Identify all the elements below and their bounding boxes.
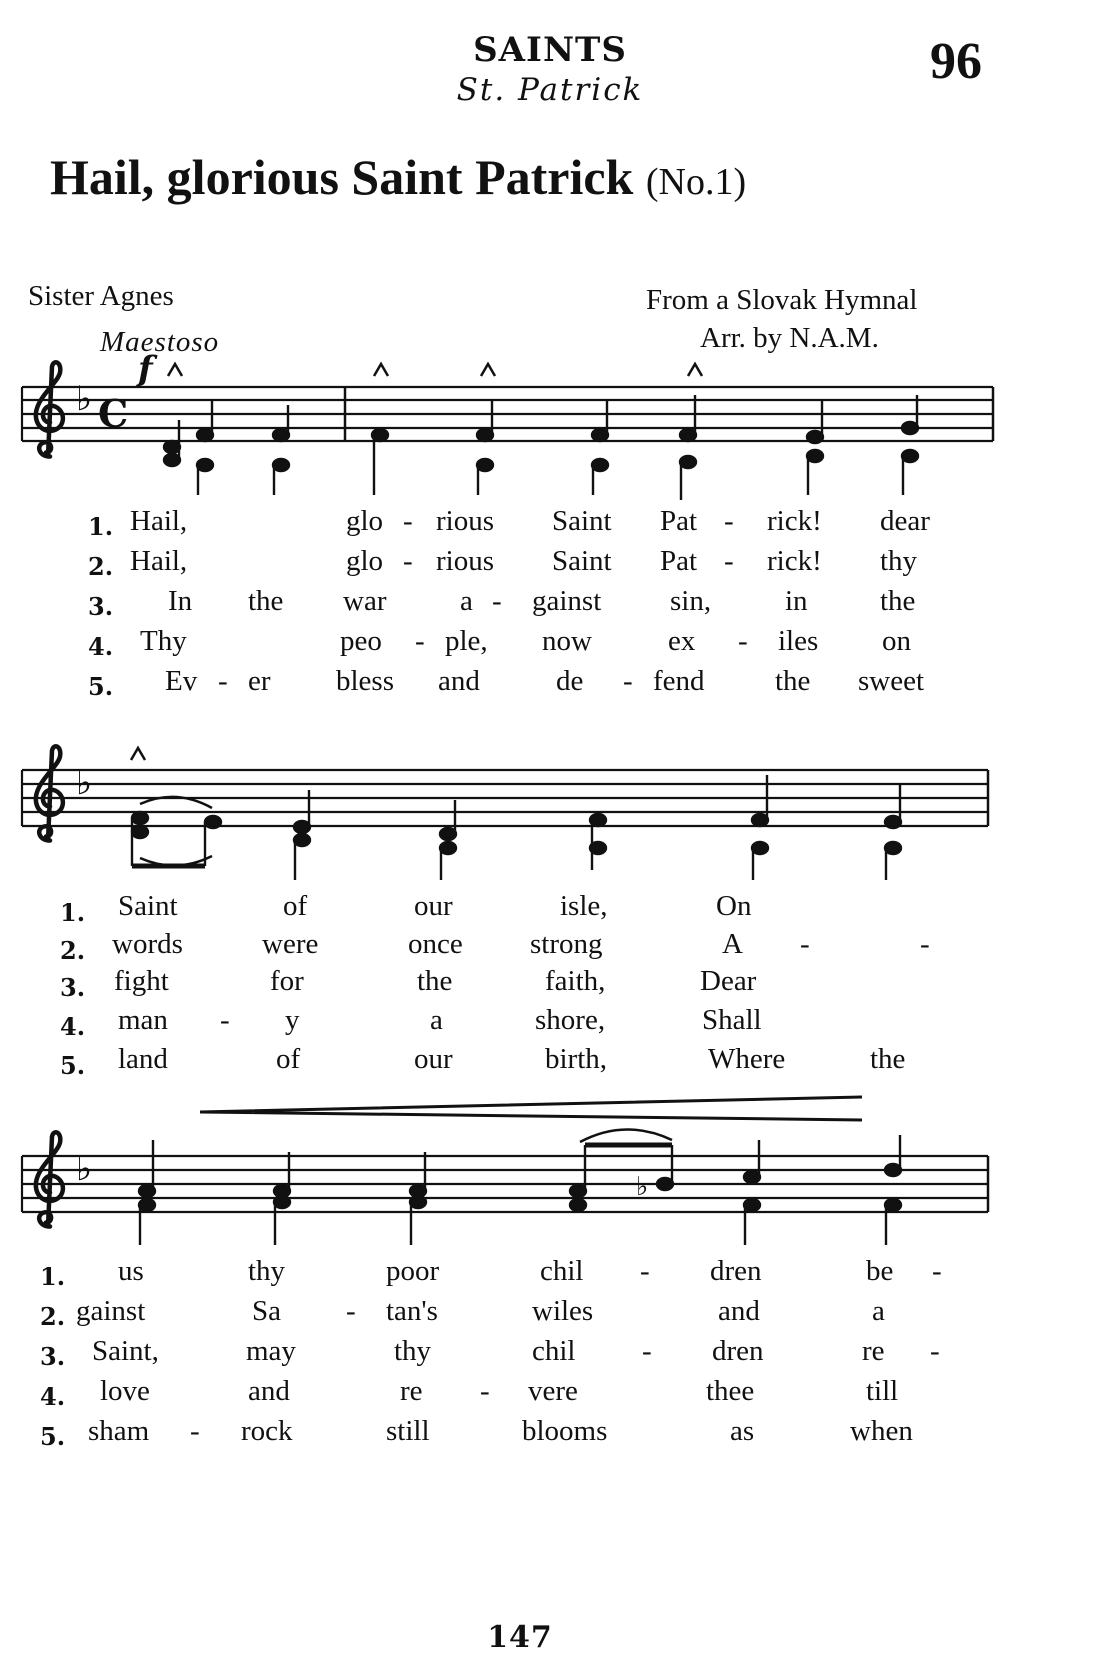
lyric-syllable: Hail,: [130, 505, 188, 537]
lyric-syllable: the: [417, 965, 453, 997]
verse-number: 1.: [40, 1262, 66, 1291]
lyric-syllable: chil: [532, 1335, 576, 1367]
source-credit: From a Slovak Hymnal: [646, 284, 918, 316]
lyric-syllable: and: [248, 1375, 290, 1407]
lyric-syllable: -: [920, 928, 930, 960]
lyric-syllable: -: [492, 585, 502, 617]
hymn-title-text: Hail, glorious Saint Patrick: [50, 149, 634, 205]
staff-system-3: [22, 1097, 988, 1245]
lyric-syllable: on: [882, 625, 911, 657]
lyric-syllable: vere: [528, 1375, 578, 1407]
lyric-syllable: love: [100, 1375, 150, 1407]
lyric-syllable: -: [800, 928, 810, 960]
verse-number: 4.: [60, 1012, 86, 1041]
lyric-syllable: now: [542, 625, 592, 657]
lyric-syllable: thy: [394, 1335, 432, 1367]
lyric-syllable: rick!: [767, 505, 822, 537]
tempo-marking: Maestoso: [100, 326, 220, 358]
lyric-syllable: Saint: [552, 505, 612, 537]
lyric-syllable: as: [730, 1415, 755, 1447]
lyric-syllable: Dear: [700, 965, 757, 997]
verse-number: 2.: [40, 1302, 66, 1331]
lyric-syllable: Pat: [660, 505, 698, 537]
lyric-syllable: Sa: [252, 1295, 281, 1327]
lyric-syllable: a: [460, 585, 473, 617]
lyric-syllable: still: [386, 1415, 430, 1447]
lyric-syllable: when: [850, 1415, 913, 1447]
lyric-syllable: de: [556, 665, 584, 697]
verse-number: 5.: [40, 1422, 66, 1451]
svg-text:♭: ♭: [636, 1172, 649, 1202]
lyric-syllable: the: [775, 665, 811, 697]
lyric-syllable: birth,: [545, 1043, 608, 1075]
lyric-syllable: land: [118, 1043, 168, 1075]
lyric-syllable: for: [270, 965, 304, 997]
lyric-syllable: -: [642, 1335, 652, 1367]
lyric-syllable: rock: [241, 1415, 293, 1447]
lyric-syllable: Saint: [118, 890, 178, 922]
lyric-syllable: our: [414, 1043, 453, 1075]
lyric-syllable: -: [403, 505, 413, 537]
lyric-syllable: our: [414, 890, 453, 922]
lyric-syllable: of: [276, 1043, 301, 1075]
lyric-syllable: once: [408, 928, 463, 960]
lyric-syllable: were: [262, 928, 319, 960]
lyric-syllable: re: [400, 1375, 423, 1407]
lyric-syllable: On: [716, 890, 752, 922]
lyric-syllable: er: [248, 665, 271, 697]
lyric-syllable: faith,: [545, 965, 606, 997]
lyric-syllable: the: [248, 585, 284, 617]
lyric-syllable: and: [438, 665, 480, 697]
verse-number: 4.: [88, 632, 114, 661]
lyric-syllable: Hail,: [130, 545, 188, 577]
lyric-syllable: of: [283, 890, 308, 922]
verse-number: 4.: [40, 1382, 66, 1411]
verse-number: 3.: [40, 1342, 66, 1371]
lyric-syllable: words: [112, 928, 183, 960]
lyric-syllable: thy: [248, 1255, 286, 1287]
arranger-credit: Arr. by N.A.M.: [700, 322, 879, 354]
lyric-syllable: shore,: [535, 1004, 606, 1036]
lyric-syllable: ex: [668, 625, 696, 657]
verse-number: 1.: [60, 898, 86, 927]
lyric-syllable: fight: [114, 965, 169, 997]
svg-text:♭: ♭: [76, 379, 93, 419]
lyric-syllable: blooms: [522, 1415, 608, 1447]
lyric-syllable: -: [346, 1295, 356, 1327]
dynamic-forte: f: [138, 349, 153, 389]
svg-text:♭: ♭: [76, 763, 93, 803]
lyric-syllable: -: [480, 1375, 490, 1407]
lyric-syllable: glo: [346, 505, 384, 537]
lyric-syllable: a: [872, 1295, 885, 1327]
lyric-syllable: Saint,: [92, 1335, 159, 1367]
staff-system-1: [22, 349, 993, 500]
lyric-syllable: wiles: [532, 1295, 594, 1327]
lyric-syllable: strong: [530, 928, 603, 960]
lyric-syllable: Where: [708, 1043, 786, 1075]
verse-number: 2.: [88, 552, 114, 581]
lyric-syllable: dren: [710, 1255, 762, 1287]
lyric-syllable: -: [190, 1415, 200, 1447]
lyric-syllable: glo: [346, 545, 384, 577]
lyric-syllable: sham: [88, 1415, 150, 1447]
lyric-syllable: dear: [880, 505, 930, 537]
svg-text:♭: ♭: [76, 1149, 93, 1189]
lyric-syllable: be: [866, 1255, 894, 1287]
lyric-syllable: Pat: [660, 545, 698, 577]
lyric-syllable: y: [285, 1004, 300, 1036]
lyric-syllable: thee: [706, 1375, 755, 1407]
verse-number: 2.: [60, 936, 86, 965]
lyric-syllable: -: [623, 665, 633, 697]
lyric-syllable: -: [640, 1255, 650, 1287]
lyric-syllable: tan's: [386, 1295, 438, 1327]
lyric-syllable: -: [218, 665, 228, 697]
lyric-syllable: a: [430, 1004, 443, 1036]
lyric-syllable: us: [118, 1255, 144, 1287]
lyric-syllable: bless: [336, 665, 394, 697]
section-subheading: St. Patrick: [456, 72, 644, 108]
lyric-syllable: thy: [880, 545, 918, 577]
lyric-syllable: Saint: [552, 545, 612, 577]
lyric-syllable: sweet: [858, 665, 925, 697]
lyric-syllable: iles: [778, 625, 819, 657]
verse-number: 3.: [88, 592, 114, 621]
hymn-number: 96: [930, 33, 982, 90]
lyric-syllable: till: [866, 1375, 899, 1407]
lyric-syllable: -: [930, 1335, 940, 1367]
lyric-syllable: poor: [386, 1255, 440, 1287]
lyric-syllable: fend: [653, 665, 705, 697]
lyric-syllable: and: [718, 1295, 760, 1327]
lyric-syllable: in: [785, 585, 808, 617]
hymn-title-number: (No.1): [645, 161, 747, 203]
lyric-syllable: re: [862, 1335, 885, 1367]
verse-number: 5.: [88, 672, 114, 701]
lyric-syllable: the: [870, 1043, 906, 1075]
lyricist-credit: Sister Agnes: [28, 280, 174, 312]
lyric-syllable: -: [403, 545, 413, 577]
verse-number: 5.: [60, 1051, 86, 1080]
lyric-syllable: gainst: [76, 1295, 146, 1327]
lyric-syllable: Shall: [702, 1004, 762, 1036]
lyric-syllable: war: [343, 585, 387, 617]
section-heading: SAINTS: [473, 30, 627, 70]
lyric-syllable: dren: [712, 1335, 764, 1367]
lyric-syllable: may: [246, 1335, 296, 1367]
lyric-syllable: -: [738, 625, 748, 657]
verse-number: 1.: [88, 512, 114, 541]
lyric-syllable: rick!: [767, 545, 822, 577]
lyric-syllable: the: [880, 585, 916, 617]
lyric-syllable: chil: [540, 1255, 584, 1287]
lyric-syllable: man: [118, 1004, 168, 1036]
page-number: 147: [487, 1620, 553, 1655]
lyric-syllable: -: [932, 1255, 942, 1287]
staff-system-2: [22, 746, 988, 880]
lyric-syllable: rious: [436, 545, 494, 577]
svg-text:C: C: [98, 391, 129, 436]
lyric-syllable: gainst: [532, 585, 602, 617]
lyric-syllable: peo: [340, 625, 382, 657]
lyric-syllable: A: [722, 928, 743, 960]
lyric-syllable: In: [168, 585, 193, 617]
lyric-syllable: sin,: [670, 585, 712, 617]
lyric-syllable: -: [415, 625, 425, 657]
verse-number: 3.: [60, 973, 86, 1002]
lyric-syllable: -: [220, 1004, 230, 1036]
lyric-syllable: -: [724, 505, 734, 537]
lyric-syllable: Ev: [165, 665, 198, 697]
lyric-syllable: ple,: [445, 625, 488, 657]
lyric-syllable: isle,: [560, 890, 608, 922]
lyric-syllable: rious: [436, 505, 494, 537]
lyric-syllable: Thy: [140, 625, 187, 657]
lyric-syllable: -: [724, 545, 734, 577]
